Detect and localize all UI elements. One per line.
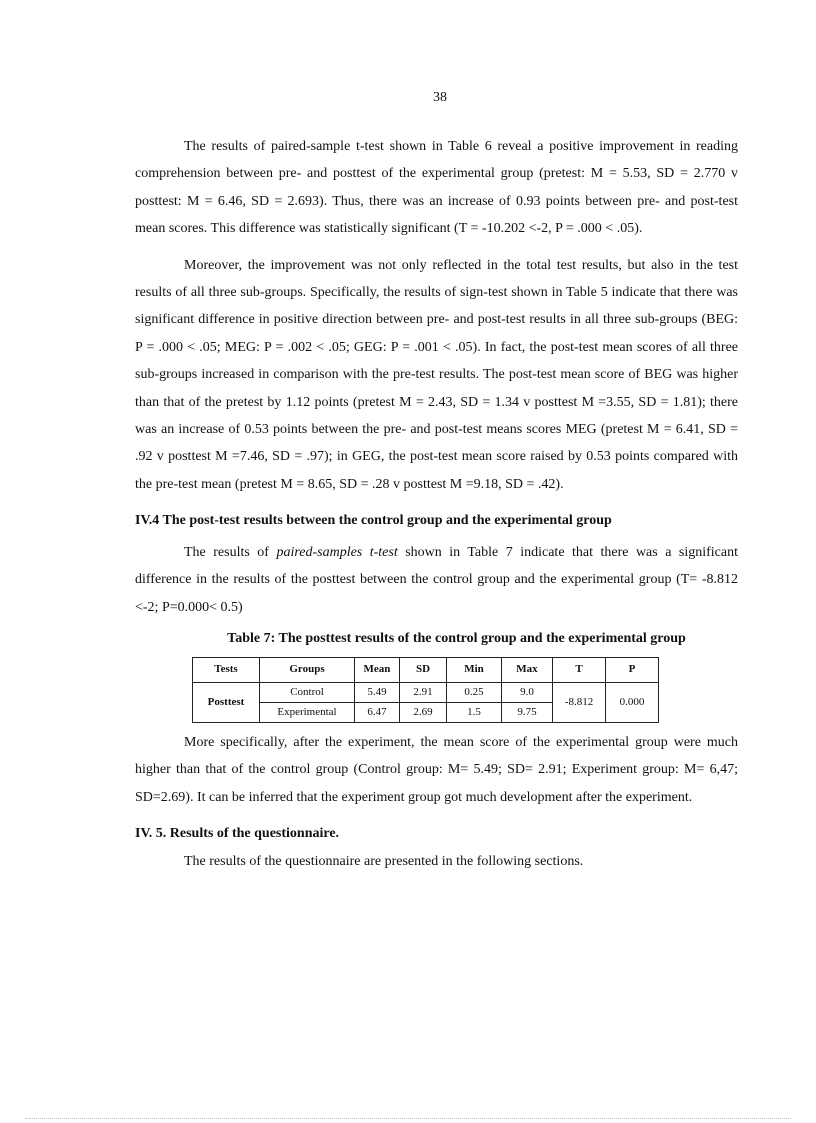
page-number: 38	[433, 90, 447, 105]
group-cell: Experimental	[260, 702, 355, 722]
table-header-row	[193, 657, 659, 682]
text-run: The results of	[184, 544, 277, 560]
italic-term: paired-samples t-test	[276, 544, 398, 560]
header-cell: Mean	[355, 657, 400, 682]
mean-cell: 5.49	[355, 682, 400, 702]
section-heading-iv4: IV.4 The post-test results between the control group and the experimental group	[135, 513, 612, 529]
header-cell: Min	[447, 657, 502, 682]
max-cell: 9.75	[502, 702, 553, 722]
header-cell: Max	[502, 657, 553, 682]
page-body	[135, 133, 738, 875]
test-label-cell: Posttest	[193, 682, 260, 722]
t-value-cell: -8.812	[553, 682, 606, 722]
header-cell: SD	[400, 657, 447, 682]
sd-cell: 2.69	[400, 702, 447, 722]
sd-cell: 2.91	[400, 682, 447, 702]
header-cell: P	[606, 657, 659, 682]
header-cell: Tests	[193, 657, 260, 682]
header-cell: Groups	[260, 657, 355, 682]
table-caption: Table 7: The posttest results of the control group and the experimental group	[227, 630, 686, 646]
section-heading-iv5: IV. 5. Results of the questionnaire.	[135, 826, 340, 842]
results-table	[192, 657, 659, 723]
text-run: shown in Table 7 indicate that there was a significant difference in the results of the posttest between the control group and the experimental group (T= -8.812 <-2; P=0.000< 0.5)	[135, 544, 738, 615]
min-cell: 1.5	[447, 702, 502, 722]
paragraph-comparison: More specifically, after the experiment, the mean score of the experimental group were much higher than that of the control group (Control group: M= 5.49; SD= 2.91; Experiment group: M= 6,47; SD=2.69). It can be inferred that the experiment group got much development after the experiment.	[135, 734, 738, 805]
mean-cell: 6.47	[355, 702, 400, 722]
header-cell: T	[553, 657, 606, 682]
group-cell: Control	[260, 682, 355, 702]
max-cell: 9.0	[502, 682, 553, 702]
footer-dotted-rule	[25, 1118, 791, 1119]
paragraph-subgroups: Moreover, the improvement was not only reflected in the total test results, but also in the test results of all three sub-groups. Specifically, the results of sign-test shown in Table 5 indicate that there was significant difference in positive direction between pre- and post-test results in all three sub-groups (BEG: P = .000 < .05; MEG: P = .002 < .05; GEG: P = .001 < .05). In fact, the post-test mean scores of all three sub-groups increased in comparison with the pre-test results. The post-test mean score of BEG was higher than that of the pretest by 1.12 points (pretest M = 2.43, SD = 1.34 v posttest M =3.55, SD = 1.81); there was an increase of 0.53 points between the pre- and post-test means scores MEG (pretest M = 6.41, SD = .92 v posttest M =7.46, SD = .97); in GEG, the post-test mean score raised by 0.53 points compared with the pre-test mean (pretest M = 8.65, SD = .28 v posttest M =9.18, SD = .42).	[135, 257, 738, 492]
paragraph-table7-intro	[135, 539, 738, 621]
paragraph-questionnaire: The results of the questionnaire are presented in the following sections.	[184, 853, 584, 869]
table-row	[193, 682, 659, 702]
min-cell: 0.25	[447, 682, 502, 702]
p-value-cell: 0.000	[606, 682, 659, 722]
paragraph-paired-test: The results of paired-sample t-test shown in Table 6 reveal a positive improvement in reading comprehension between pre- and posttest of the experimental group (pretest: M = 5.53, SD = 2.770 v posttest: M = 6.46, SD = 2.693). Thus, there was an increase of 0.93 points between pre- and post-test mean scores. This difference was statistically significant (T = -10.202 <-2, P = .000 < .05).	[135, 139, 738, 237]
